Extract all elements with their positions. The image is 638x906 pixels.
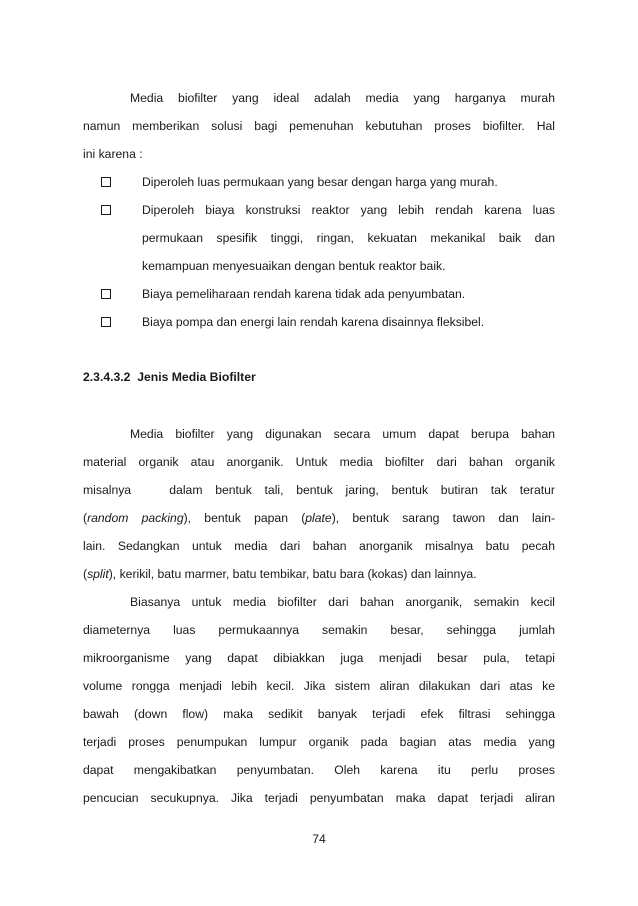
text-span: (: [83, 511, 88, 525]
paragraph-line: Media biofilter yang digunakan secara umum dapat berupa bahan: [130, 427, 555, 441]
paragraph-line: misalnya dalam bentuk tali, bentuk jaring, bentuk butiran tak teratur: [83, 483, 555, 497]
text-span: (: [83, 567, 88, 581]
italic-term: random packing: [87, 511, 184, 525]
page-number: 74: [312, 832, 326, 846]
paragraph-line: pencucian secukupnya. Jika terjadi penyumbatan maka dapat terjadi aliran: [83, 791, 555, 805]
checkbox-bullet-icon: [101, 289, 111, 299]
paragraph-line: lain. Sedangkan untuk media dari bahan anorganik misalnya batu pecah: [83, 539, 555, 553]
paragraph-line: namun memberikan solusi bagi pemenuhan kebutuhan proses biofilter. Hal: [83, 119, 555, 133]
text-span: ), bentuk papan (: [183, 511, 306, 525]
bullet-item: Biaya pompa dan energi lain rendah karena disainnya fleksibel.: [142, 315, 485, 329]
bullet-item-continuation: kemampuan menyesuaikan dengan bentuk reaktor baik.: [142, 259, 446, 273]
paragraph-line: dapat mengakibatkan penyumbatan. Oleh karena itu perlu proses: [83, 763, 555, 777]
paragraph-line: terjadi proses penumpukan lumpur organik pada bagian atas media yang: [83, 735, 555, 749]
checkbox-bullet-icon: [101, 317, 111, 327]
paragraph-line: [83, 510, 555, 526]
italic-term: plate: [305, 511, 332, 525]
bullet-item: Diperoleh biaya konstruksi reaktor yang lebih rendah karena luas: [142, 203, 555, 217]
text-span: ), kerikil, batu marmer, batu tembikar, batu bara (kokas) dan lainnya.: [108, 567, 477, 581]
text-span: ), bentuk sarang tawon dan lain-: [331, 511, 556, 525]
paragraph-line: diameternya luas permukaannya semakin besar, sehingga jumlah: [83, 623, 555, 637]
bullet-item: Biaya pemeliharaan rendah karena tidak ada penyumbatan.: [142, 287, 466, 301]
paragraph-line: bawah (down flow) maka sedikit banyak terjadi efek filtrasi sehingga: [83, 707, 555, 721]
checkbox-bullet-icon: [101, 177, 111, 187]
checkbox-bullet-icon: [101, 205, 111, 215]
paragraph-line: Biasanya untuk media biofilter dari bahan anorganik, semakin kecil: [130, 595, 555, 609]
bullet-item: Diperoleh luas permukaan yang besar dengan harga yang murah.: [142, 175, 498, 189]
paragraph-line: mikroorganisme yang dapat dibiakkan juga menjadi besar pula, tetapi: [83, 651, 555, 665]
section-heading: 2.3.4.3.2 Jenis Media Biofilter: [83, 370, 256, 384]
bullet-item-continuation: permukaan spesifik tinggi, ringan, kekuatan mekanikal baik dan: [142, 231, 555, 245]
paragraph-line: Media biofilter yang ideal adalah media yang harganya murah: [130, 91, 555, 105]
italic-term: split: [87, 567, 109, 581]
paragraph-line: material organik atau anorganik. Untuk media biofilter dari bahan organik: [83, 455, 555, 469]
paragraph-line: ini karena :: [83, 147, 143, 161]
paragraph-line: volume rongga menjadi lebih kecil. Jika sistem aliran dilakukan dari atas ke: [83, 679, 555, 693]
paragraph-line: [83, 566, 555, 582]
